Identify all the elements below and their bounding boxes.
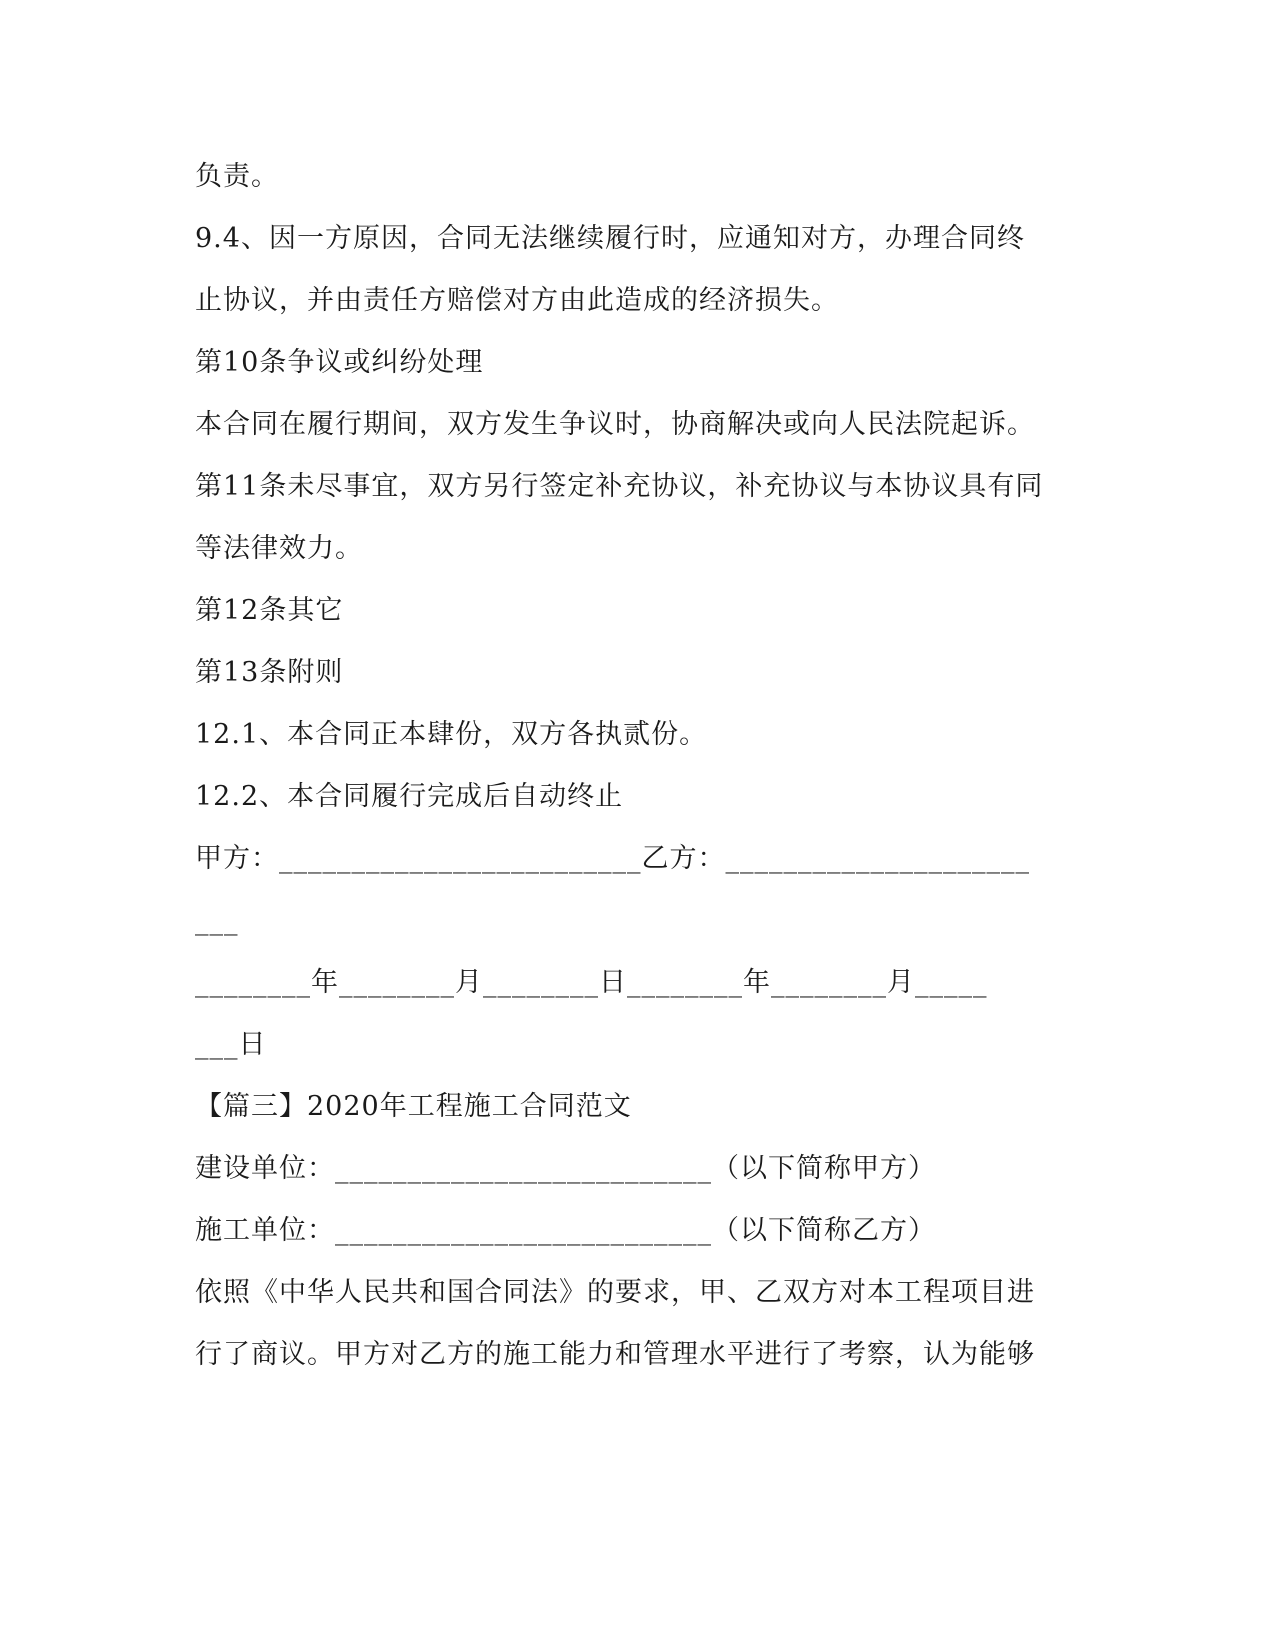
text-line: 等法律效力。 (195, 533, 363, 564)
signature-line: ___ (195, 905, 239, 936)
section-heading: 第10条争议或纠纷处理 (195, 347, 484, 378)
text-line: 本合同在履行期间，双方发生争议时，协商解决或向人民法院起诉。 (195, 409, 1035, 440)
text-line: 行了商议。甲方对乙方的施工能力和管理水平进行了考察，认为能够 (195, 1339, 1035, 1370)
text-line: 12.1、本合同正本肆份，双方各执贰份。 (195, 719, 708, 750)
chapter-title: 【篇三】2020年工程施工合同范文 (195, 1091, 632, 1122)
date-line: ___日 (195, 1029, 267, 1060)
text-line: 止协议，并由责任方赔偿对方由此造成的经济损失。 (195, 285, 839, 316)
section-heading: 第13条附则 (195, 657, 344, 688)
date-line: ________年________月________日________年________月_____ (195, 967, 988, 998)
text-line: 9.4、因一方原因，合同无法继续履行时，应通知对方，办理合同终 (195, 223, 1025, 254)
party-line: 建设单位：__________________________（以下简称甲方） (195, 1153, 936, 1184)
party-line: 施工单位：__________________________（以下简称乙方） (195, 1215, 936, 1246)
text-line: 依照《中华人民共和国合同法》的要求，甲、乙双方对本工程项目进 (195, 1277, 1035, 1308)
text-line: 12.2、本合同履行完成后自动终止 (195, 781, 624, 812)
section-heading: 第11条未尽事宜，双方另行签定补充协议，补充协议与本协议具有同 (195, 471, 1044, 502)
section-heading: 第12条其它 (195, 595, 344, 626)
signature-line: 甲方：_________________________乙方：_____________________ (195, 843, 1030, 874)
text-line: 负责。 (195, 161, 279, 192)
